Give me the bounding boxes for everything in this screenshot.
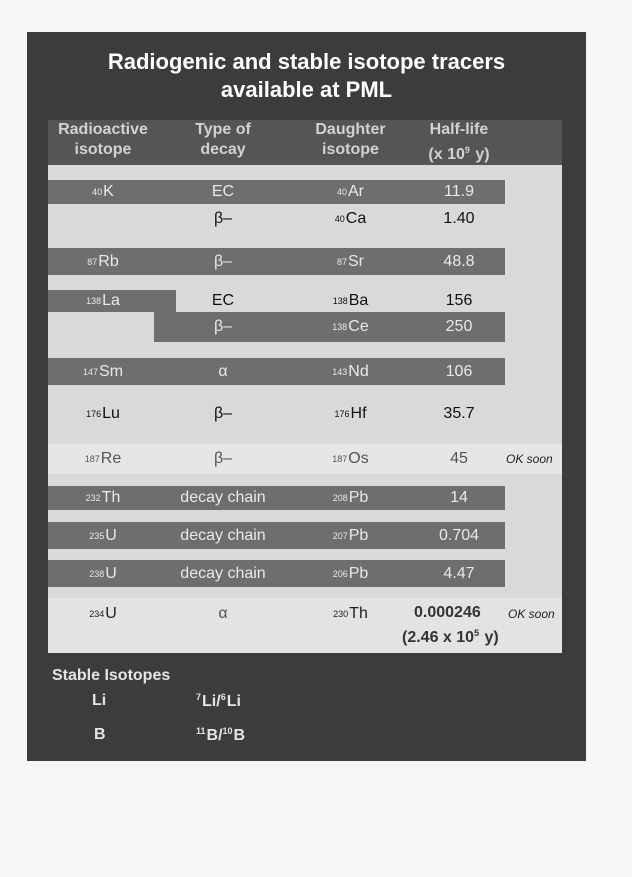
status-note: OK soon xyxy=(506,452,553,466)
header-text-part: y) xyxy=(470,146,490,163)
table-row xyxy=(48,560,505,587)
isotope-symbol: U xyxy=(105,564,117,582)
daughter-symbol: Pb xyxy=(348,489,369,506)
daughter-symbol: Sr xyxy=(348,252,364,270)
mass-number: 208 xyxy=(332,493,348,503)
table-row xyxy=(48,204,505,234)
mass-number: 11 xyxy=(196,726,206,736)
ratio-part: Li/ xyxy=(202,693,221,710)
decay-cell: α xyxy=(218,605,228,622)
header-text: isotope xyxy=(74,141,132,158)
mass-number: 187 xyxy=(84,454,100,464)
decay-cell: α xyxy=(218,362,228,380)
mass-number: 7 xyxy=(196,692,202,702)
mass-number: 232 xyxy=(85,493,101,503)
ratio-part: B/ xyxy=(206,727,223,744)
isotope-cell xyxy=(48,560,158,587)
mass-number: 176 xyxy=(334,409,350,419)
header-text: Radioactive xyxy=(58,121,148,138)
isotope-symbol: K xyxy=(103,183,114,200)
daughter-cell xyxy=(288,600,413,628)
half-life-cell: 250 xyxy=(445,318,473,335)
decay-cell: β– xyxy=(213,252,233,270)
mass-number: 176 xyxy=(86,409,102,419)
isotope-symbol: La xyxy=(102,292,120,309)
decay-cell: decay chain xyxy=(180,564,266,582)
isotope-symbol: U xyxy=(105,605,117,622)
mass-number: 143 xyxy=(332,366,348,377)
daughter-cell xyxy=(288,312,413,342)
mass-number: 138 xyxy=(86,296,102,306)
stable-b-ratio xyxy=(196,726,245,745)
daughter-cell xyxy=(288,204,413,234)
half-life-cell: 156 xyxy=(445,292,473,309)
mass-number: 6 xyxy=(220,692,226,702)
daughter-symbol: Ce xyxy=(348,318,369,335)
daughter-cell xyxy=(288,248,413,275)
mass-number: 235 xyxy=(89,530,105,541)
daughter-symbol: Ar xyxy=(348,183,364,200)
header-type-of-decay xyxy=(158,120,288,168)
half-life-cell: 35.7 xyxy=(443,405,475,422)
daughter-symbol: Th xyxy=(349,605,368,622)
header-text: isotope xyxy=(322,141,379,158)
isotope-cell xyxy=(48,444,158,474)
header-half-life xyxy=(413,120,505,168)
status-note: OK soon xyxy=(508,607,555,621)
decay-cell: decay chain xyxy=(180,489,266,506)
half-life-alt-part: (2.46 x 10 xyxy=(402,629,475,646)
half-life-cell: 14 xyxy=(450,489,468,506)
half-life-cell: 1.40 xyxy=(443,210,475,227)
isotope-cell xyxy=(48,248,158,275)
half-life-cell: 106 xyxy=(445,362,473,380)
decay-cell: β– xyxy=(213,210,233,227)
mass-number: 230 xyxy=(333,609,349,619)
header-text xyxy=(413,140,505,165)
half-life-cell: 11.9 xyxy=(444,183,474,200)
isotope-cell xyxy=(48,396,158,432)
daughter-cell xyxy=(288,180,413,204)
header-text: decay xyxy=(200,141,246,158)
mass-number: 40 xyxy=(334,214,345,224)
isotope-symbol: Rb xyxy=(98,252,119,270)
ratio-part: Li xyxy=(226,693,241,710)
daughter-cell xyxy=(288,396,413,432)
table-row xyxy=(154,312,505,342)
half-life-cell: 45 xyxy=(450,450,468,467)
isotope-cell xyxy=(48,600,158,628)
daughter-cell xyxy=(288,358,413,385)
header-text: Daughter xyxy=(315,121,386,138)
daughter-symbol: Hf xyxy=(350,405,367,422)
daughter-symbol: Os xyxy=(348,450,369,467)
isotope-cell xyxy=(48,290,158,312)
mass-number: 238 xyxy=(89,568,105,579)
decay-cell: β– xyxy=(213,405,233,422)
isotope-symbol: Th xyxy=(101,489,121,506)
stable-isotopes-title: Stable Isotopes xyxy=(52,667,171,684)
half-life-alt-part: y) xyxy=(480,629,499,646)
isotope-symbol: Lu xyxy=(102,405,120,422)
mass-number: 87 xyxy=(87,256,98,267)
half-life-alt xyxy=(402,628,499,647)
title-line-1: Radiogenic and stable isotope tracers xyxy=(107,49,506,74)
half-life-cell: 0.000246 xyxy=(414,604,481,621)
isotope-cell xyxy=(48,180,158,204)
daughter-cell xyxy=(288,290,413,312)
ratio-part: B xyxy=(233,727,246,744)
table-row xyxy=(48,396,505,432)
table-row xyxy=(48,358,505,385)
daughter-symbol: Nd xyxy=(348,362,369,380)
isotope-symbol: U xyxy=(105,526,117,544)
isotope-cell xyxy=(48,522,158,549)
isotope-cell xyxy=(48,486,158,510)
header-exponent: 9 xyxy=(464,145,470,155)
header-radioactive-isotope xyxy=(48,120,158,168)
decay-cell: β– xyxy=(213,318,233,335)
mass-number: 40 xyxy=(336,187,347,197)
isotope-symbol: Re xyxy=(100,450,122,467)
daughter-cell xyxy=(288,444,413,474)
mass-number: 234 xyxy=(89,609,105,619)
half-life-alt-exponent: 5 xyxy=(474,628,480,638)
daughter-cell xyxy=(288,522,413,549)
mass-number: 138 xyxy=(332,322,348,332)
mass-number: 207 xyxy=(332,530,348,541)
decay-cell: decay chain xyxy=(180,526,266,544)
daughter-symbol: Pb xyxy=(348,564,369,582)
header-text: Type of xyxy=(195,121,251,138)
mass-number: 147 xyxy=(82,366,99,377)
title-line-2: available at PML xyxy=(220,77,393,102)
isotope-symbol: Sm xyxy=(99,362,124,380)
isotope-cell xyxy=(48,204,158,234)
decay-cell: EC xyxy=(211,292,235,309)
mass-number: 87 xyxy=(336,256,347,267)
mass-number: 40 xyxy=(92,187,103,197)
page-title xyxy=(27,48,586,104)
table-row xyxy=(48,486,505,510)
isotope-cell xyxy=(48,358,158,385)
stable-b: B xyxy=(94,726,106,743)
table-row xyxy=(48,248,505,275)
half-life-cell: 4.47 xyxy=(443,564,475,582)
daughter-symbol: Ca xyxy=(345,210,367,227)
mass-number: 10 xyxy=(222,726,233,736)
mass-number: 206 xyxy=(332,568,348,579)
header-text: Half-life xyxy=(429,121,489,138)
header-daughter-isotope xyxy=(288,120,413,168)
daughter-symbol: Pb xyxy=(348,526,369,544)
header-text-part: (x 10 xyxy=(428,146,465,163)
daughter-cell xyxy=(288,560,413,587)
stable-li: Li xyxy=(92,692,107,709)
table-row xyxy=(48,522,505,549)
table-row-content xyxy=(48,444,505,474)
decay-cell: β– xyxy=(213,450,233,467)
daughter-cell xyxy=(288,486,413,510)
half-life-cell: 0.704 xyxy=(438,526,480,544)
stable-li-ratio xyxy=(196,692,241,711)
decay-cell: EC xyxy=(211,183,235,200)
mass-number: 138 xyxy=(332,296,348,306)
daughter-symbol: Ba xyxy=(348,292,369,309)
mass-number: 187 xyxy=(332,454,348,464)
table-row xyxy=(48,180,505,204)
half-life-cell: 48.8 xyxy=(443,252,475,270)
